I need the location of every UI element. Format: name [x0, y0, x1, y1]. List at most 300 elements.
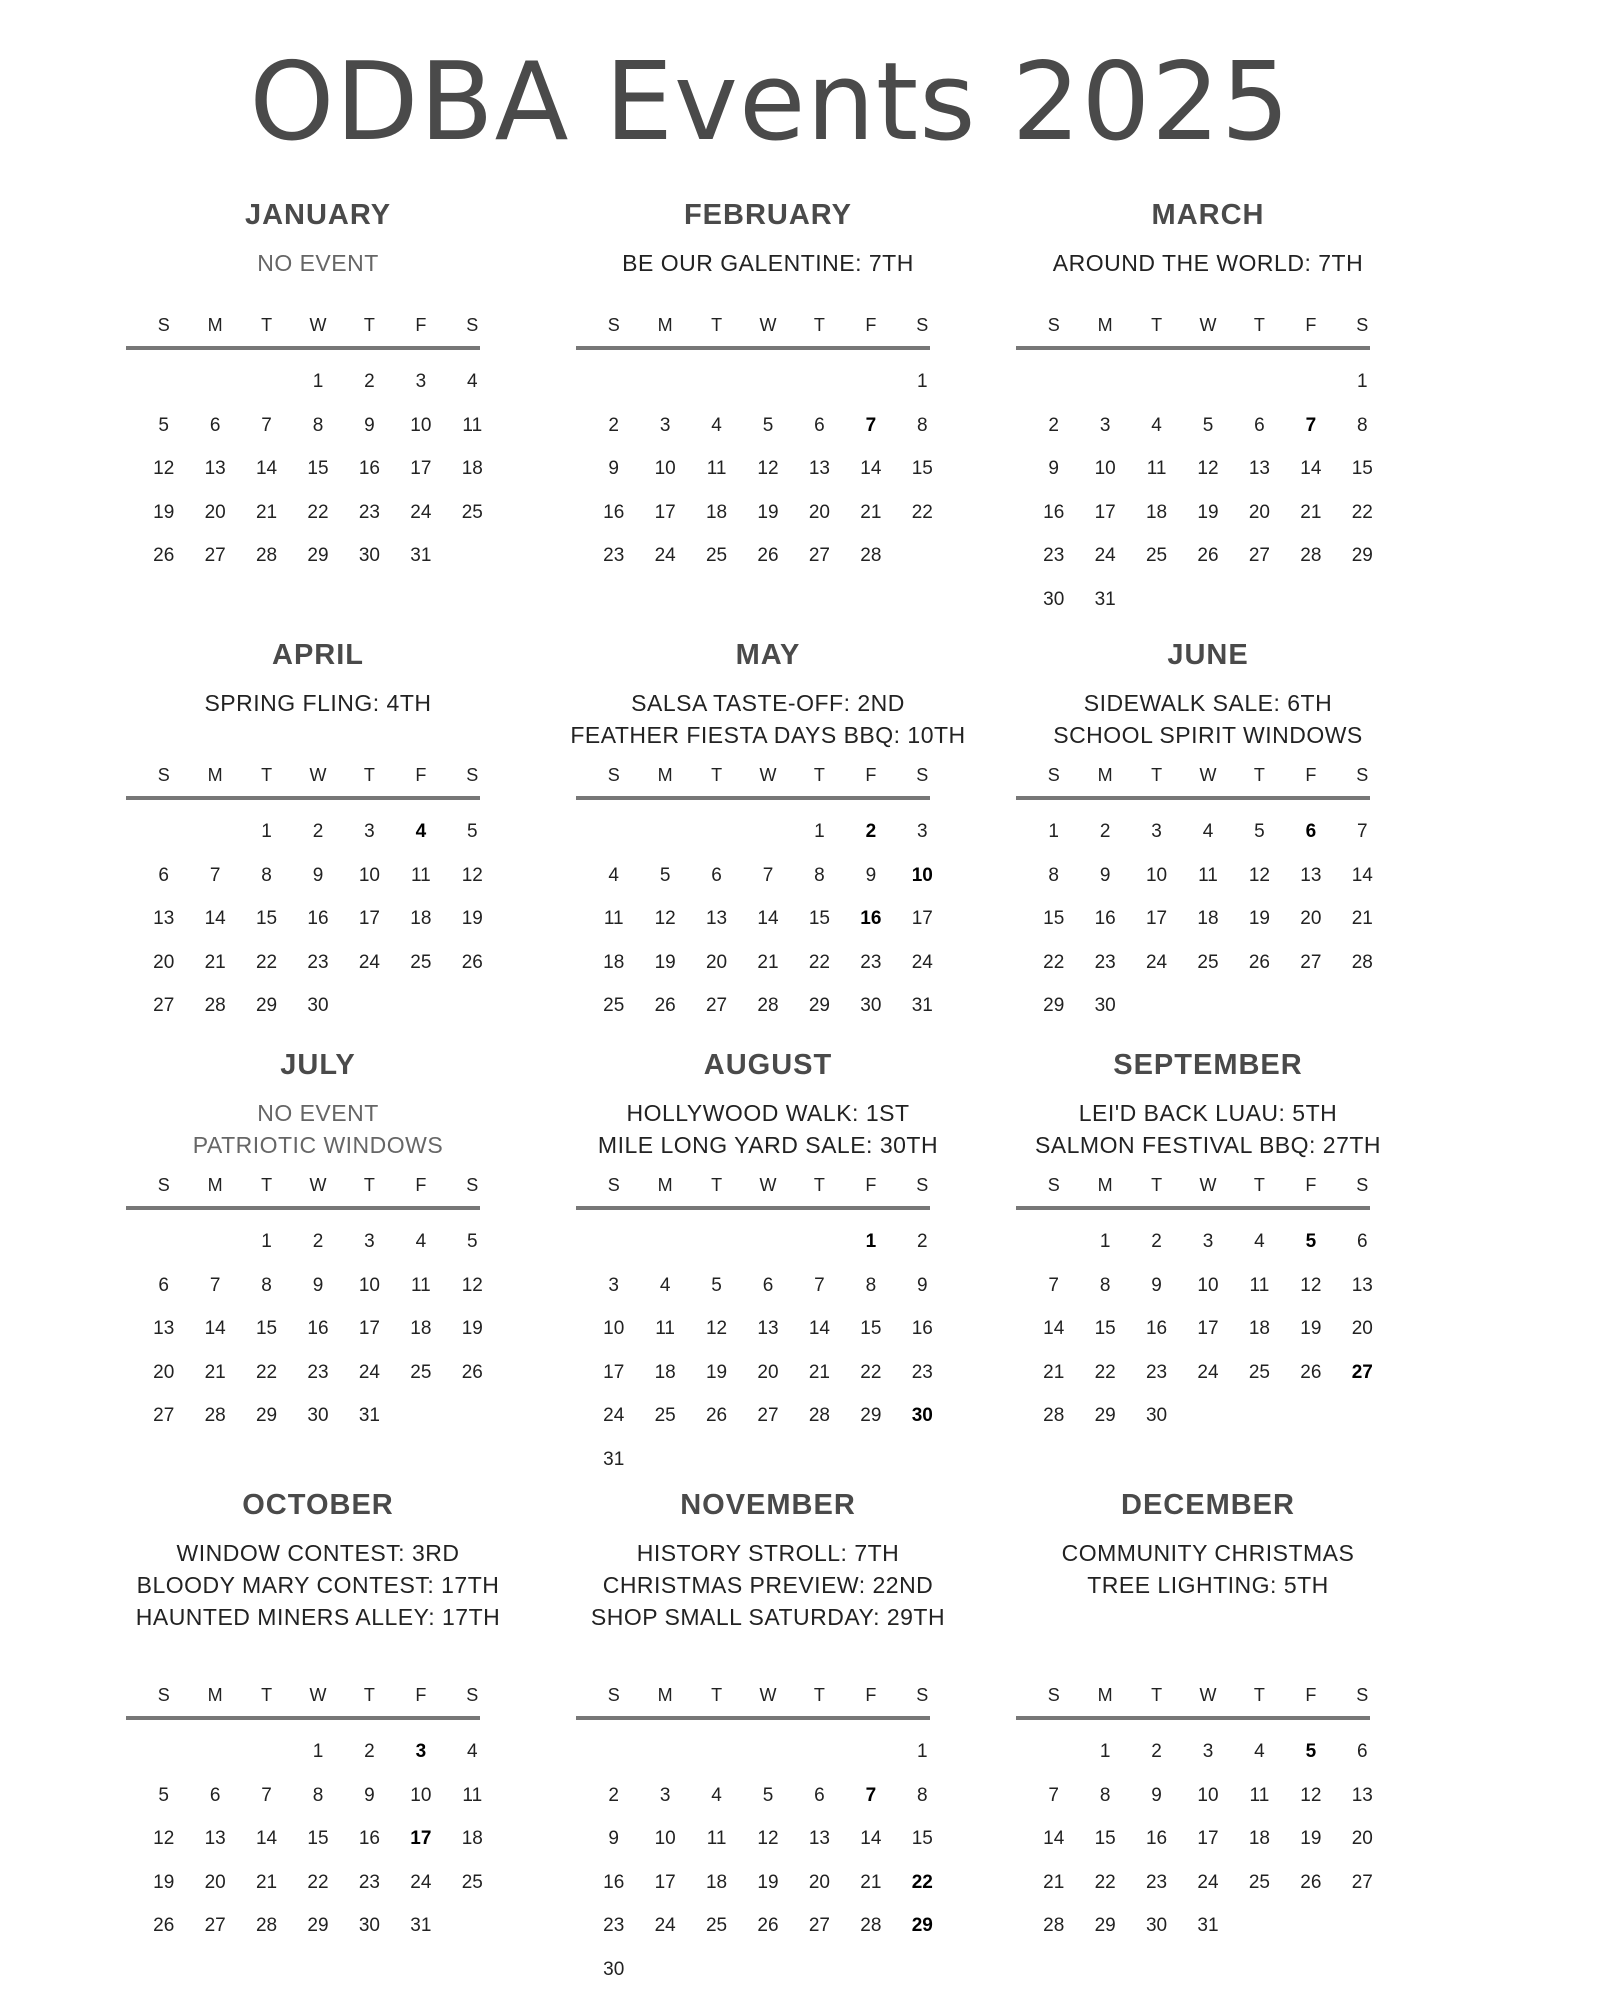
- weekday-label: F: [1305, 1685, 1317, 1705]
- empty-cell: [189, 1220, 240, 1264]
- day-grid: [588, 360, 948, 578]
- header-rule: [576, 346, 930, 350]
- day-cell: 5: [762, 414, 774, 436]
- day-cell: 28: [1351, 951, 1373, 973]
- day-cell: 22: [808, 951, 830, 973]
- day-cell: 6: [158, 864, 169, 886]
- day-cell: 15: [860, 1318, 882, 1339]
- month-calendar: [138, 310, 498, 578]
- day-cell: 13: [153, 1318, 175, 1339]
- empty-cell: [691, 360, 742, 404]
- day-cell: 14: [1043, 1318, 1065, 1339]
- day-cell: 20: [1351, 1318, 1373, 1339]
- event-line: LEI'D BACK LUAU: 5TH: [1078, 1100, 1338, 1126]
- day-cell: 15: [1094, 1828, 1116, 1849]
- month-calendar: [138, 1680, 498, 1948]
- event-list: [968, 687, 1448, 751]
- empty-cell: [241, 360, 292, 404]
- day-cell: 26: [461, 1361, 483, 1383]
- header-rule: [126, 796, 480, 800]
- day-cell: 15: [1351, 458, 1373, 479]
- month-may: [528, 635, 1008, 1016]
- weekday-label: W: [1199, 1175, 1217, 1195]
- day-cell: 29: [1351, 545, 1373, 566]
- weekday-label: W: [309, 315, 327, 335]
- day-cell: 22: [1094, 1871, 1116, 1893]
- day-cell: 4: [711, 414, 722, 436]
- event-line: BE OUR GALENTINE: 7TH: [622, 250, 914, 276]
- day-cell: 23: [911, 1361, 933, 1383]
- day-cell: 15: [1043, 908, 1065, 929]
- day-cell: 23: [1043, 545, 1065, 566]
- day-cell: 15: [255, 1318, 278, 1339]
- day-cell: 15: [1094, 1318, 1116, 1339]
- day-cell: 22: [255, 1361, 278, 1383]
- day-cell: 21: [860, 501, 882, 523]
- day-cell: 19: [757, 501, 779, 523]
- event-line: SCHOOL SPIRIT WINDOWS: [1053, 722, 1363, 748]
- day-cell: 14: [204, 908, 226, 929]
- day-cell: 5: [1202, 414, 1214, 436]
- weekday-label: T: [711, 1175, 723, 1195]
- weekday-label: F: [415, 765, 427, 785]
- day-cell: 6: [158, 1274, 169, 1296]
- header-rule: [126, 346, 480, 350]
- day-cell: 11: [1249, 1274, 1270, 1296]
- weekday-label: S: [466, 1175, 479, 1195]
- day-cell: 9: [865, 864, 877, 886]
- day-cell: 23: [1145, 1871, 1168, 1893]
- weekday-label: F: [865, 1175, 877, 1195]
- empty-cell: [1234, 360, 1285, 404]
- day-cell: 23: [307, 951, 329, 973]
- day-cell: 4: [1202, 821, 1214, 842]
- day-cell: 1: [1099, 1231, 1111, 1252]
- day-cell: 21: [757, 951, 779, 973]
- weekday-label: S: [157, 315, 170, 335]
- weekday-label: T: [261, 1175, 273, 1195]
- weekday-label: M: [207, 1685, 223, 1705]
- weekday-label: F: [865, 765, 877, 785]
- day-cell: 18: [1248, 1318, 1270, 1339]
- day-cell: 25: [410, 951, 432, 973]
- month-calendar: [1028, 1680, 1388, 1948]
- day-cell: 17: [1145, 908, 1168, 929]
- day-cell: 26: [461, 951, 483, 973]
- month-calendar: [1028, 760, 1388, 1028]
- event-line: NO EVENT: [257, 1100, 379, 1126]
- day-cell: 1: [312, 1741, 324, 1762]
- month-august: [528, 1045, 1008, 1470]
- day-cell: 3: [1202, 1231, 1214, 1252]
- day-cell: 27: [808, 1915, 830, 1936]
- day-cell: 18: [461, 1828, 483, 1849]
- day-grid: [1028, 1220, 1388, 1438]
- empty-cell: [189, 1730, 240, 1774]
- day-cell: 29: [255, 995, 278, 1016]
- event-day: 5: [1305, 1231, 1317, 1252]
- event-list: [78, 247, 558, 279]
- event-day: 6: [1305, 821, 1317, 842]
- day-cell: 22: [1094, 1361, 1116, 1383]
- day-cell: 7: [1356, 821, 1368, 842]
- weekday-label: S: [157, 765, 170, 785]
- day-cell: 28: [1043, 1405, 1065, 1426]
- day-cell: 2: [1099, 821, 1111, 842]
- month-calendar: [1028, 1170, 1388, 1438]
- event-day: 27: [1351, 1361, 1373, 1383]
- empty-cell: [1079, 360, 1130, 404]
- event-line: HISTORY STROLL: 7TH: [636, 1540, 900, 1566]
- day-cell: 22: [860, 1361, 882, 1383]
- day-cell: 19: [1300, 1828, 1322, 1849]
- day-cell: 12: [153, 1828, 175, 1849]
- day-cell: 27: [153, 1405, 175, 1426]
- day-cell: 16: [358, 1828, 380, 1849]
- event-day: 30: [911, 1405, 933, 1426]
- day-cell: 31: [1197, 1915, 1219, 1936]
- event-line: SALSA TASTE-OFF: 2ND: [631, 690, 905, 716]
- day-cell: 10: [410, 1784, 432, 1806]
- day-cell: 28: [1300, 545, 1322, 566]
- month-name: JULY: [280, 1049, 356, 1081]
- day-cell: 25: [603, 995, 625, 1016]
- day-cell: 10: [1145, 864, 1168, 886]
- day-cell: 17: [1094, 501, 1116, 523]
- day-cell: 21: [204, 1361, 226, 1383]
- month-october: [78, 1485, 558, 1936]
- day-cell: 23: [307, 1361, 329, 1383]
- day-grid: [138, 810, 498, 1028]
- day-cell: 8: [814, 864, 825, 886]
- day-cell: 25: [1145, 545, 1168, 566]
- weekday-label: W: [1199, 765, 1217, 785]
- empty-cell: [1028, 360, 1079, 404]
- event-list: [528, 247, 1008, 279]
- day-cell: 8: [1099, 1784, 1111, 1806]
- day-cell: 24: [410, 1871, 432, 1893]
- day-cell: 26: [757, 545, 779, 566]
- day-cell: 6: [209, 1784, 221, 1806]
- month-name: APRIL: [272, 639, 364, 671]
- day-cell: 25: [461, 1871, 483, 1893]
- weekday-label: S: [1047, 765, 1060, 785]
- day-cell: 11: [410, 864, 431, 886]
- day-cell: 12: [757, 458, 779, 479]
- empty-cell: [794, 1220, 845, 1264]
- weekday-header: [588, 760, 948, 790]
- day-cell: 3: [415, 371, 427, 392]
- weekday-label: S: [916, 1685, 929, 1705]
- day-cell: 29: [808, 995, 830, 1016]
- day-cell: 30: [1145, 1405, 1168, 1426]
- weekday-label: S: [466, 315, 479, 335]
- day-cell: 16: [307, 1318, 329, 1339]
- day-cell: 2: [1048, 414, 1059, 436]
- event-line: MILE LONG YARD SALE: 30TH: [597, 1132, 939, 1158]
- weekday-label: S: [1356, 315, 1369, 335]
- month-calendar: [138, 760, 498, 1028]
- day-cell: 3: [916, 821, 928, 842]
- day-cell: 17: [1197, 1828, 1219, 1849]
- weekday-label: T: [1253, 765, 1265, 785]
- empty-cell: [845, 1730, 896, 1774]
- weekday-label: T: [1253, 315, 1265, 335]
- weekday-header: [1028, 310, 1388, 340]
- day-cell: 4: [711, 1784, 722, 1806]
- day-cell: 7: [261, 414, 272, 436]
- weekday-label: W: [309, 1175, 327, 1195]
- event-list: [968, 1097, 1448, 1161]
- day-cell: 23: [1094, 951, 1116, 973]
- day-cell: 18: [1197, 908, 1219, 929]
- empty-cell: [138, 810, 189, 854]
- empty-cell: [742, 360, 793, 404]
- weekday-label: W: [309, 1685, 327, 1705]
- day-cell: 9: [1099, 864, 1111, 886]
- day-cell: 6: [814, 1784, 825, 1806]
- day-cell: 20: [204, 501, 226, 523]
- month-name: JUNE: [1167, 639, 1249, 671]
- day-cell: 9: [312, 1274, 324, 1296]
- day-cell: 8: [1099, 1274, 1111, 1296]
- day-cell: 8: [261, 1274, 272, 1296]
- day-cell: 30: [307, 995, 329, 1016]
- event-day: 5: [1305, 1741, 1317, 1762]
- day-cell: 29: [1094, 1405, 1116, 1426]
- day-cell: 31: [410, 1915, 432, 1936]
- day-cell: 22: [307, 1871, 329, 1893]
- day-cell: 21: [808, 1361, 830, 1383]
- day-cell: 4: [1254, 1231, 1265, 1252]
- day-cell: 20: [1351, 1828, 1373, 1849]
- day-cell: 1: [916, 1741, 928, 1762]
- day-cell: 19: [757, 1871, 779, 1893]
- day-cell: 11: [655, 1318, 675, 1339]
- day-cell: 12: [461, 1274, 483, 1296]
- day-cell: 19: [1300, 1318, 1322, 1339]
- day-cell: 13: [1351, 1274, 1373, 1296]
- event-line: CHRISTMAS PREVIEW: 22ND: [602, 1572, 934, 1598]
- day-cell: 28: [860, 1915, 882, 1936]
- day-cell: 28: [255, 545, 278, 566]
- day-cell: 19: [1197, 501, 1219, 523]
- month-name: AUGUST: [703, 1049, 833, 1081]
- day-cell: 13: [1248, 458, 1270, 479]
- day-cell: 12: [654, 908, 676, 929]
- weekday-label: T: [261, 1685, 273, 1705]
- day-cell: 18: [705, 1871, 728, 1893]
- weekday-header: [588, 310, 948, 340]
- day-cell: 11: [1249, 1784, 1270, 1806]
- day-cell: 30: [860, 995, 882, 1016]
- day-cell: 22: [307, 501, 329, 523]
- event-day: 2: [865, 821, 877, 842]
- month-february: [528, 195, 1008, 566]
- month-calendar: [138, 1170, 498, 1438]
- day-cell: 3: [364, 821, 375, 842]
- event-day: 7: [1305, 414, 1317, 436]
- day-cell: 11: [706, 458, 727, 479]
- header-rule: [576, 1206, 930, 1210]
- day-cell: 6: [1254, 414, 1265, 436]
- weekday-label: T: [1253, 1685, 1265, 1705]
- weekday-label: S: [157, 1175, 170, 1195]
- day-cell: 18: [705, 501, 728, 523]
- day-cell: 28: [860, 545, 882, 566]
- month-name: MARCH: [1151, 199, 1265, 231]
- day-cell: 14: [1300, 458, 1322, 479]
- day-cell: 30: [1043, 588, 1065, 610]
- empty-cell: [138, 1730, 189, 1774]
- day-cell: 29: [307, 545, 329, 566]
- weekday-label: M: [207, 1175, 223, 1195]
- weekday-label: M: [207, 765, 223, 785]
- day-cell: 10: [410, 414, 432, 436]
- day-cell: 14: [860, 1828, 882, 1849]
- day-cell: 19: [461, 908, 483, 929]
- day-cell: 8: [312, 414, 324, 436]
- day-cell: 18: [410, 908, 432, 929]
- weekday-label: F: [865, 315, 877, 335]
- event-list: [78, 687, 558, 719]
- empty-cell: [588, 810, 639, 854]
- day-cell: 20: [153, 1361, 175, 1383]
- day-cell: 2: [312, 821, 324, 842]
- day-cell: 24: [654, 1915, 676, 1936]
- day-cell: 12: [1248, 864, 1270, 886]
- weekday-label: M: [1097, 1175, 1113, 1195]
- event-day: 16: [860, 908, 882, 929]
- day-grid: [138, 1220, 498, 1438]
- weekday-label: F: [415, 1685, 427, 1705]
- weekday-label: S: [1047, 315, 1060, 335]
- day-cell: 7: [261, 1784, 272, 1806]
- day-cell: 17: [1197, 1318, 1219, 1339]
- weekday-label: T: [363, 765, 375, 785]
- day-cell: 10: [1197, 1274, 1219, 1296]
- day-cell: 17: [654, 1871, 676, 1893]
- day-cell: 13: [808, 1828, 830, 1849]
- empty-cell: [189, 360, 240, 404]
- day-cell: 24: [358, 1361, 380, 1383]
- day-cell: 26: [1248, 951, 1270, 973]
- day-cell: 8: [1356, 414, 1368, 436]
- day-cell: 8: [916, 414, 928, 436]
- day-cell: 7: [762, 864, 774, 886]
- day-cell: 3: [364, 1231, 375, 1252]
- day-cell: 26: [654, 995, 676, 1016]
- day-cell: 5: [466, 1231, 478, 1252]
- weekday-label: T: [813, 765, 825, 785]
- day-cell: 9: [608, 1828, 619, 1849]
- weekday-label: W: [309, 765, 327, 785]
- day-cell: 25: [461, 501, 483, 523]
- day-cell: 24: [654, 545, 676, 566]
- weekday-header: [138, 1680, 498, 1710]
- day-cell: 16: [358, 458, 380, 479]
- weekday-label: S: [1356, 1685, 1369, 1705]
- day-cell: 1: [916, 371, 928, 392]
- day-cell: 27: [1351, 1871, 1373, 1893]
- day-cell: 10: [358, 1274, 380, 1296]
- weekday-label: S: [1047, 1685, 1060, 1705]
- weekday-label: S: [916, 1175, 929, 1195]
- day-cell: 3: [1151, 821, 1162, 842]
- day-cell: 16: [1145, 1318, 1168, 1339]
- day-cell: 14: [860, 458, 882, 479]
- day-cell: 15: [307, 1828, 329, 1849]
- day-cell: 27: [204, 545, 226, 566]
- day-cell: 16: [1043, 501, 1065, 523]
- day-cell: 17: [410, 458, 432, 479]
- event-line: SALMON FESTIVAL BBQ: 27TH: [1034, 1132, 1382, 1158]
- weekday-label: W: [759, 315, 777, 335]
- weekday-label: M: [1097, 765, 1113, 785]
- day-cell: 31: [410, 545, 432, 566]
- day-cell: 13: [808, 458, 830, 479]
- day-cell: 19: [1248, 908, 1270, 929]
- month-name: DECEMBER: [1121, 1489, 1295, 1521]
- empty-cell: [845, 360, 896, 404]
- event-line: SPRING FLING: 4TH: [204, 690, 432, 716]
- day-cell: 12: [1300, 1274, 1322, 1296]
- header-rule: [126, 1206, 480, 1210]
- day-cell: 30: [358, 1915, 380, 1936]
- day-cell: 7: [1048, 1784, 1059, 1806]
- day-cell: 3: [659, 414, 671, 436]
- event-list: [968, 247, 1448, 279]
- day-cell: 14: [1351, 864, 1373, 886]
- weekday-label: W: [759, 1175, 777, 1195]
- day-cell: 2: [1151, 1741, 1162, 1762]
- day-cell: 28: [757, 995, 779, 1016]
- header-rule: [576, 1716, 930, 1720]
- day-cell: 29: [860, 1405, 882, 1426]
- day-cell: 14: [255, 1828, 278, 1849]
- day-cell: 21: [255, 501, 278, 523]
- day-cell: 15: [808, 908, 830, 929]
- weekday-label: M: [657, 765, 673, 785]
- weekday-header: [1028, 1680, 1388, 1710]
- day-cell: 20: [808, 1871, 830, 1893]
- day-cell: 18: [654, 1361, 676, 1383]
- day-cell: 20: [808, 501, 830, 523]
- day-cell: 21: [1351, 908, 1373, 929]
- event-line: HOLLYWOOD WALK: 1ST: [626, 1100, 910, 1126]
- day-cell: 13: [1300, 864, 1322, 886]
- day-cell: 21: [255, 1871, 278, 1893]
- day-cell: 3: [1099, 414, 1111, 436]
- day-cell: 6: [209, 414, 221, 436]
- day-cell: 24: [911, 951, 933, 973]
- weekday-header: [1028, 1170, 1388, 1200]
- weekday-header: [138, 1170, 498, 1200]
- weekday-label: F: [865, 1685, 877, 1705]
- event-line: SHOP SMALL SATURDAY: 29TH: [590, 1604, 946, 1630]
- day-cell: 11: [410, 1274, 431, 1296]
- day-cell: 20: [153, 951, 175, 973]
- day-cell: 13: [204, 1828, 226, 1849]
- day-cell: 15: [255, 908, 278, 929]
- day-cell: 24: [1094, 545, 1116, 566]
- day-cell: 30: [307, 1405, 329, 1426]
- empty-cell: [742, 1220, 793, 1264]
- day-cell: 18: [410, 1318, 432, 1339]
- month-calendar: [588, 1680, 948, 1991]
- event-line: HAUNTED MINERS ALLEY: 17TH: [135, 1604, 501, 1630]
- weekday-label: W: [1199, 315, 1217, 335]
